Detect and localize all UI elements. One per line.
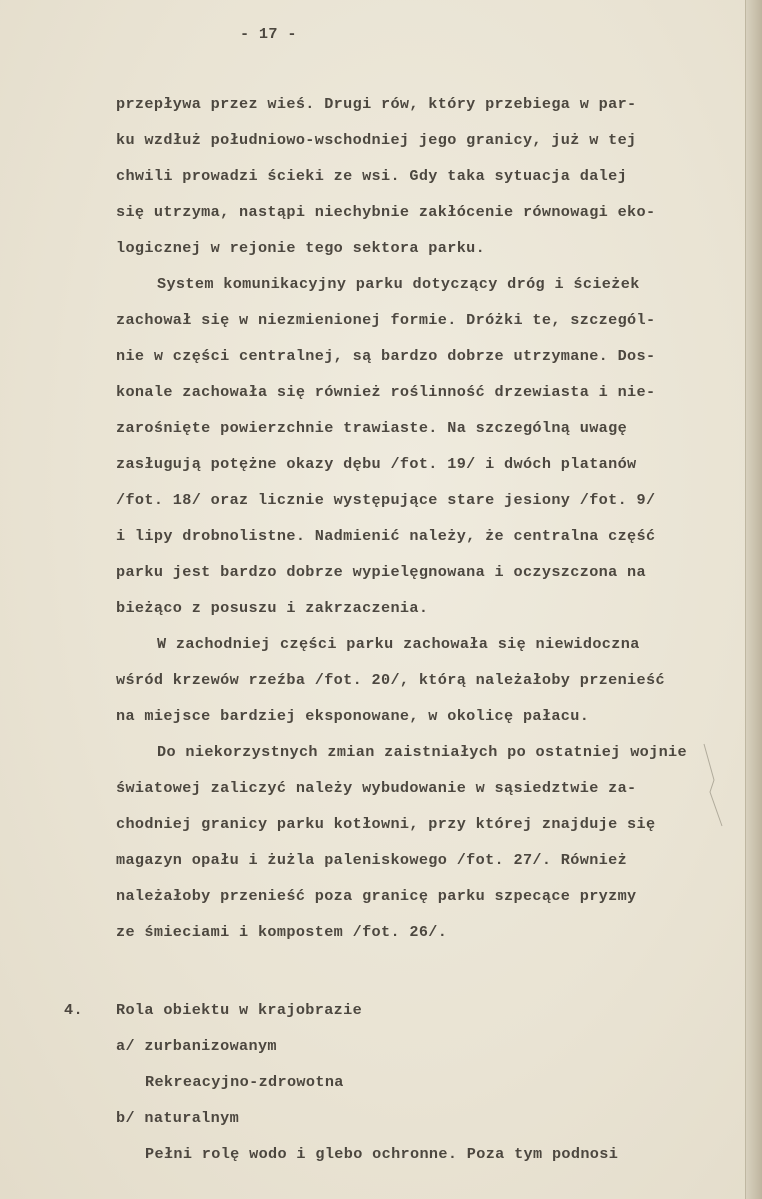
text-line: i lipy drobnolistne. Nadmienić należy, że centralna część <box>116 527 656 545</box>
section-number: 4. <box>64 1001 83 1019</box>
text-line: bieżąco z posuszu i zakrzaczenia. <box>116 599 429 617</box>
margin-pencil-mark <box>700 740 730 830</box>
text-line: zasługują potężne okazy dębu /fot. 19/ i dwóch platanów <box>116 455 637 473</box>
text-line: magazyn opału i żużla paleniskowego /fot. 27/. Również <box>116 851 628 869</box>
section-heading: Rola obiektu w krajobrazie <box>116 1001 363 1019</box>
text-line: konale zachowała się również roślinność drzewiasta i nie- <box>116 383 656 401</box>
text-line: na miejsce bardziej eksponowane, w okolicę pałacu. <box>116 707 590 725</box>
text-line: wśród krzewów rzeźba /fot. 20/, którą należałoby przenieść <box>116 671 665 689</box>
page-number: - 17 - <box>240 25 297 43</box>
subsection-text: Rekreacyjno-zdrowotna <box>145 1073 344 1091</box>
text-line: przepływa przez wieś. Drugi rów, który przebiega w par- <box>116 95 637 113</box>
text-line: parku jest bardzo dobrze wypielęgnowana i oczyszczona na <box>116 563 646 581</box>
text-line: ku wzdłuż południowo-wschodniej jego granicy, już w tej <box>116 131 637 149</box>
text-line: zachował się w niezmienionej formie. Dróżki te, szczegól- <box>116 311 656 329</box>
paragraph-start: System komunikacyjny parku dotyczący dróg i ścieżek <box>157 275 640 293</box>
subsection-text: Pełni rolę wodo i glebo ochronne. Poza tym podnosi <box>145 1145 619 1163</box>
subsection-label: a/ zurbanizowanym <box>116 1037 277 1055</box>
text-line: nie w części centralnej, są bardzo dobrze utrzymane. Dos- <box>116 347 656 365</box>
text-line: chodniej granicy parku kotłowni, przy której znajduje się <box>116 815 656 833</box>
subsection-label: b/ naturalnym <box>116 1109 240 1127</box>
paragraph-start: Do niekorzystnych zmian zaistniałych po ostatniej wojnie <box>157 743 687 761</box>
text-line: logicznej w rejonie tego sektora parku. <box>116 239 486 257</box>
text-line: zarośnięte powierzchnie trawiaste. Na szczególną uwagę <box>116 419 628 437</box>
text-line: chwili prowadzi ścieki ze wsi. Gdy taka sytuacja dalej <box>116 167 628 185</box>
text-line: /fot. 18/ oraz licznie występujące stare jesiony /fot. 9/ <box>116 491 656 509</box>
text-line: światowej zaliczyć należy wybudowanie w sąsiedztwie za- <box>116 779 637 797</box>
text-line: należałoby przenieść poza granicę parku szpecące pryzmy <box>116 887 637 905</box>
page-edge <box>745 0 762 1199</box>
paragraph-start: W zachodniej części parku zachowała się niewidoczna <box>157 635 640 653</box>
text-line: ze śmieciami i kompostem /fot. 26/. <box>116 923 448 941</box>
text-line: się utrzyma, nastąpi niechybnie zakłócenie równowagi eko- <box>116 203 656 221</box>
